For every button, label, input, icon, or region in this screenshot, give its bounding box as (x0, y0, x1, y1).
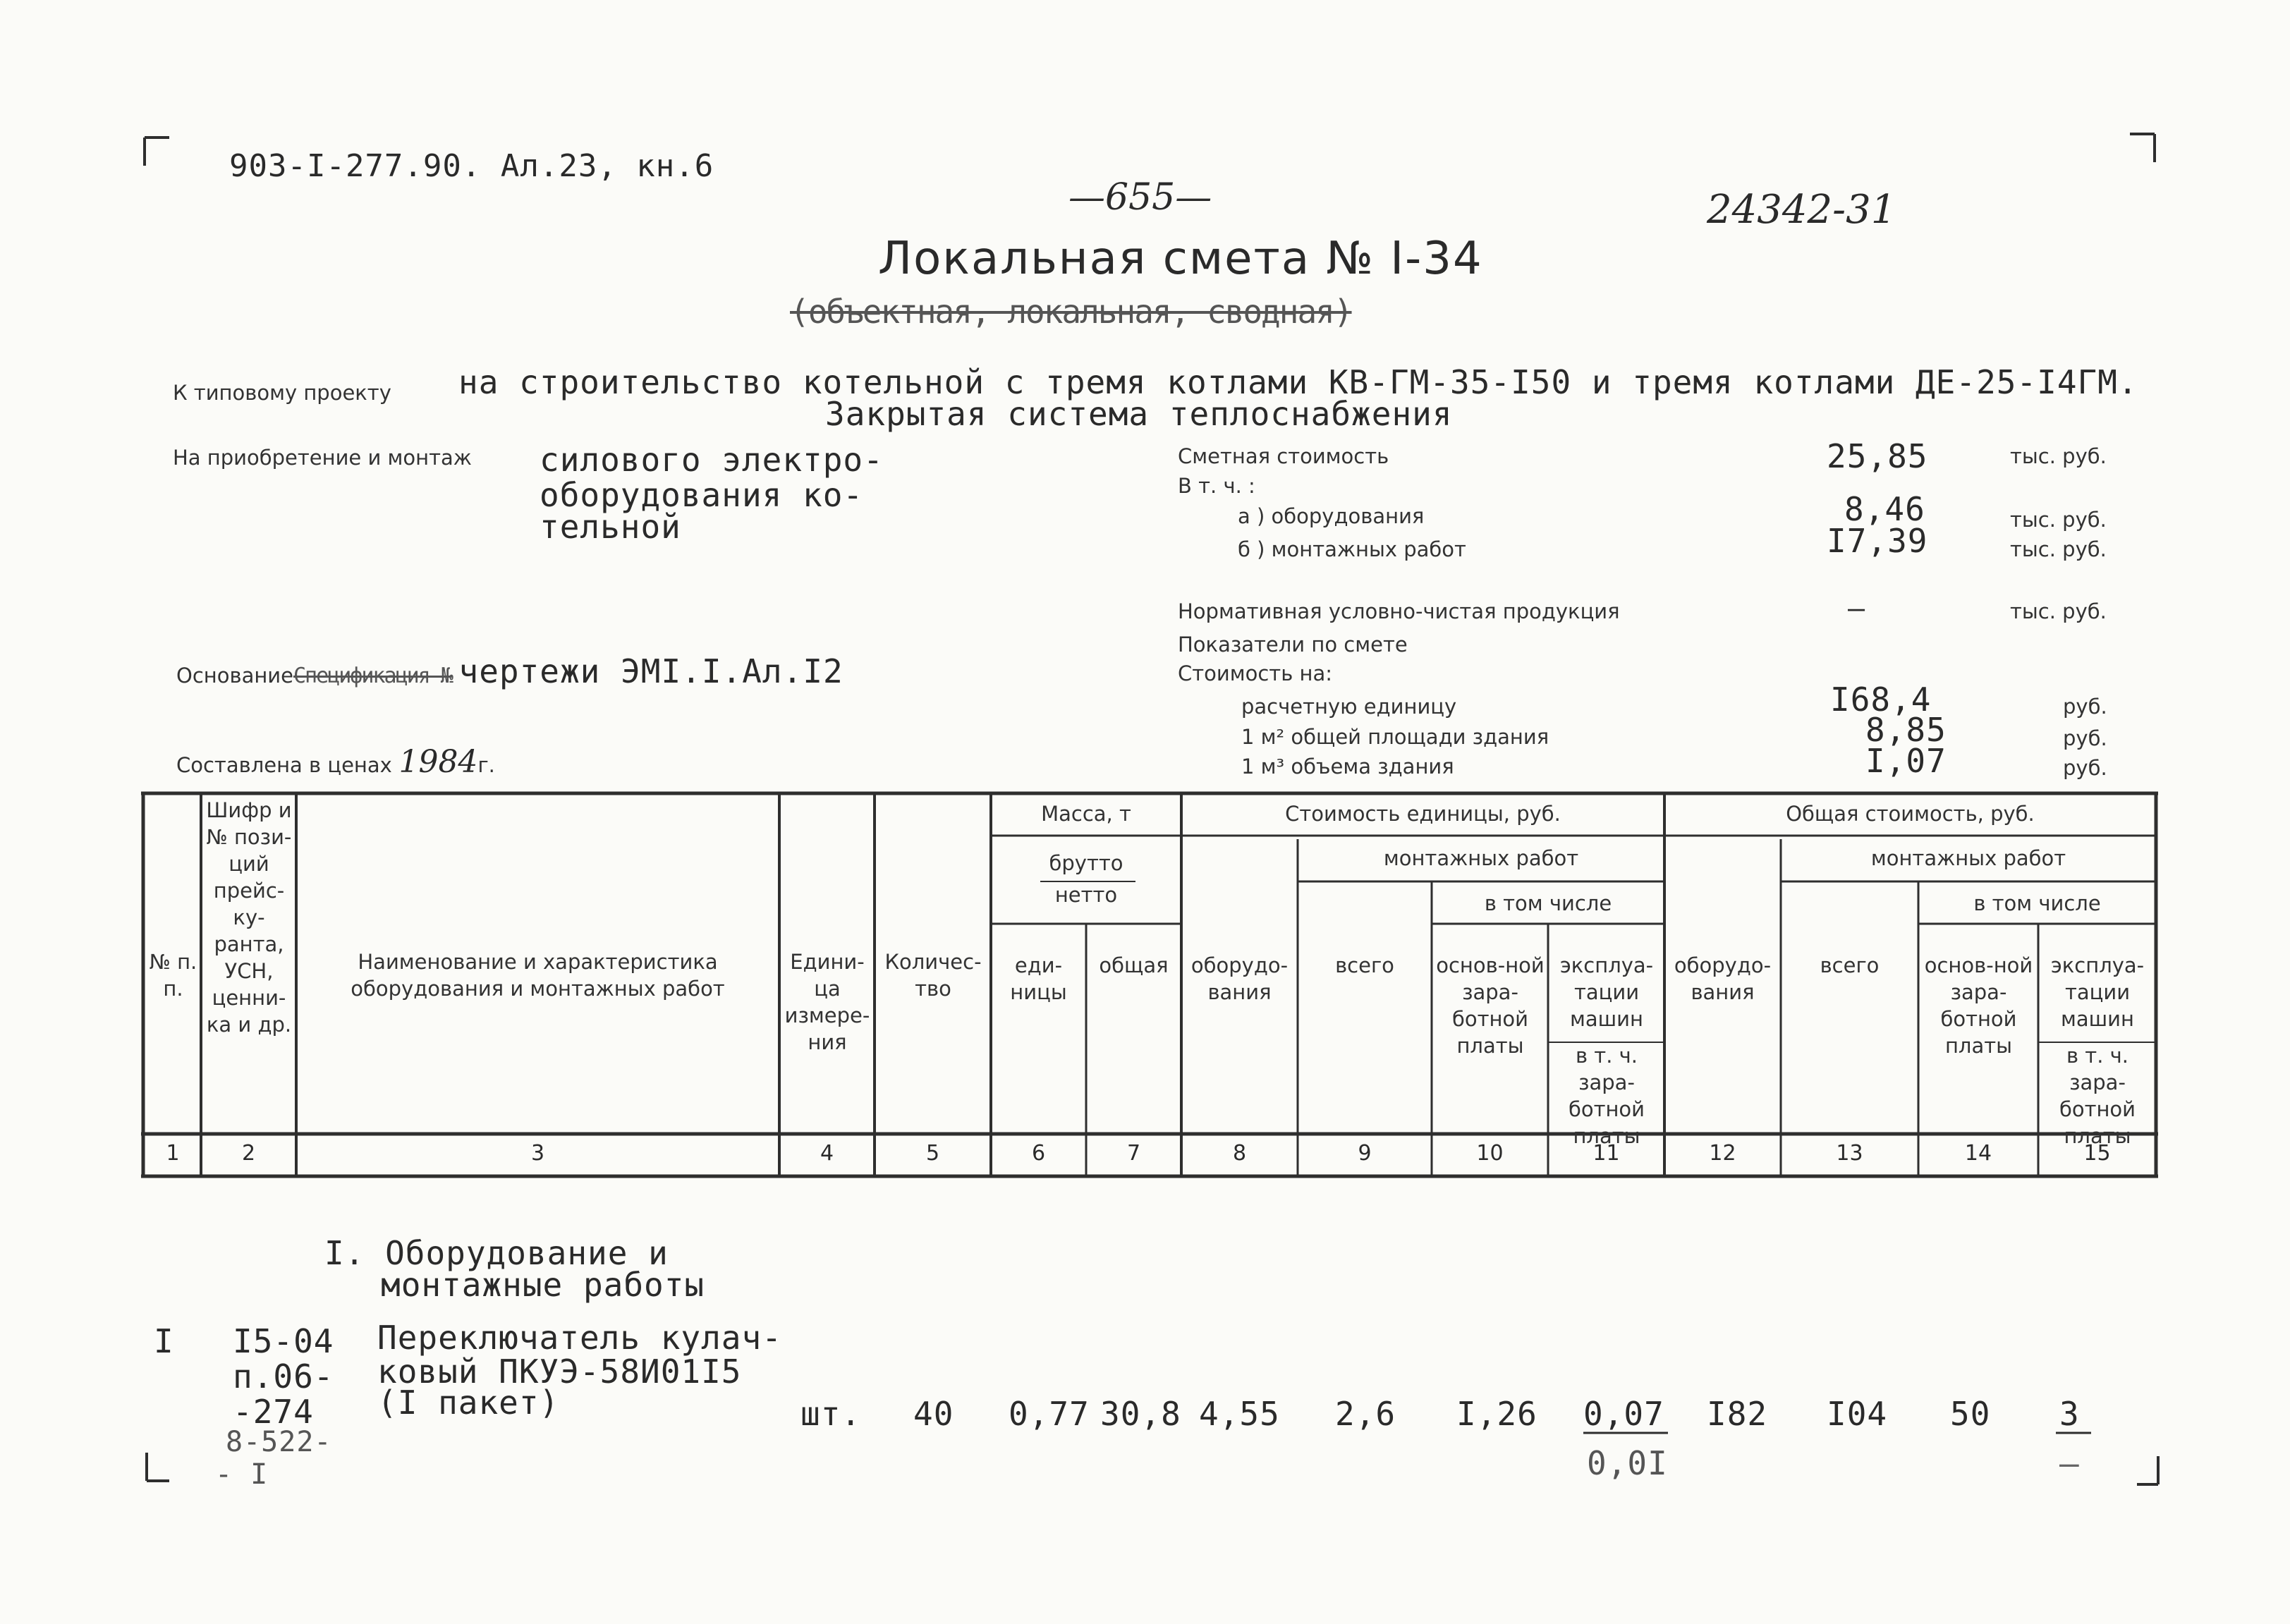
estimate-unit: тыс. руб. (2010, 444, 2107, 468)
col-number: 10 (1476, 1141, 1504, 1166)
per-area-unit: руб. (2063, 726, 2107, 750)
row-qty: 40 (913, 1395, 954, 1433)
normative-unit: тыс. руб. (2010, 599, 2107, 623)
total-cost-header: Общая стоимость, руб. (1786, 802, 2035, 826)
unit-machines-header: эксплуа-тации машин (1559, 953, 1654, 1031)
col-number: 11 (1592, 1141, 1620, 1166)
row-code-2: п.06- (233, 1357, 334, 1396)
incl-label: В т. ч. : (1178, 474, 1255, 498)
unit-equip-header: оборудо-вания (1190, 953, 1289, 1004)
row-base-wage: I,26 (1456, 1395, 1537, 1433)
mass-unit-header: еди-ницы (1010, 953, 1067, 1004)
section-title-line2: монтажные работы (381, 1266, 705, 1304)
total-install-header: монтажных работ (1870, 846, 2066, 870)
mass-header: Масса, т (1041, 802, 1131, 826)
col-num-header: № п. п. (149, 950, 197, 1001)
purpose-line2: оборудования ко- (540, 476, 864, 514)
row-machines-wage-total: – (2059, 1444, 2080, 1482)
col-number: 14 (1964, 1141, 1992, 1166)
row-code-3: -274 (233, 1393, 314, 1431)
col-number: 2 (241, 1141, 256, 1166)
total-base-wage-header: основ-ной зара-ботной платы (1924, 953, 2033, 1058)
col-number: 3 (530, 1141, 545, 1166)
equip-label: а ) оборудования (1238, 504, 1425, 528)
page-title: Локальная смета № I-34 (878, 233, 1483, 285)
unit-cost-header: Стоимость единицы, руб. (1285, 802, 1561, 826)
gross-header: брутто (1049, 851, 1123, 875)
row-name-3: (I пакет) (377, 1384, 560, 1422)
per-volume-label: 1 м³ объема здания (1241, 755, 1454, 779)
row-name-1: Переключатель кулач- (377, 1319, 782, 1357)
install-unit: тыс. руб. (2010, 537, 2107, 561)
basis: ОснованиеСпецификация № чертежи ЭМI.I.Ал.I2 (176, 652, 843, 690)
per-unit-unit: руб. (2063, 695, 2107, 719)
col-number: 5 (925, 1141, 940, 1166)
doc-reg-number: 24342-31 (1707, 187, 1896, 233)
row-machines-wage: 0,0I (1587, 1444, 1668, 1482)
col-number: 4 (820, 1141, 834, 1166)
total-including-header: в том числе (1973, 891, 2101, 915)
per-area-label: 1 м² общей площади здания (1241, 725, 1549, 749)
row-num: I (154, 1322, 174, 1360)
project-line2: Закрытая система теплоснабжения (825, 395, 1453, 433)
page-number: —655— (1068, 176, 1212, 219)
row-mass-unit: 0,77 (1009, 1395, 1090, 1433)
install-label: б ) монтажных работ (1238, 537, 1466, 561)
col-name-header: Наименование и характеристика оборудования и монтажных работ (351, 950, 725, 1001)
purpose-line1: силового электро- (540, 441, 884, 479)
per-unit-label: расчетную единицу (1241, 695, 1457, 719)
normative-value: – (1848, 592, 1866, 625)
project-label: К типовому проекту (173, 381, 391, 405)
per-volume-value: I,07 (1865, 742, 1947, 780)
per-area-value: 8,85 (1865, 711, 1947, 749)
row-mass-total: 30,8 (1100, 1395, 1181, 1433)
section-title-line1: I. Оборудование и (324, 1234, 669, 1272)
total-machines-wage-header: в т. ч. зара-ботной платы (2059, 1044, 2136, 1148)
col-number: 1 (166, 1141, 180, 1166)
row-install-all: 2,6 (1335, 1395, 1396, 1433)
col-number: 9 (1358, 1141, 1372, 1166)
net-header: нетто (1054, 883, 1118, 907)
total-equip-header: оборудо-вания (1674, 953, 1772, 1004)
mass-total-header: общая (1099, 953, 1169, 977)
row-machines-total: 3 (2059, 1395, 2080, 1433)
cost-per-label: Стоимость на: (1178, 661, 1333, 685)
col-number: 8 (1232, 1141, 1247, 1166)
unit-all-header: всего (1335, 953, 1394, 977)
row-unit: шт. (800, 1395, 862, 1433)
unit-install-header: монтажных работ (1383, 846, 1579, 870)
row-name-2: ковый ПКУЭ-58И01I5 (377, 1353, 742, 1391)
col-number: 7 (1126, 1141, 1141, 1166)
col-unit-header: Едини-ца измере-ния (784, 950, 870, 1054)
indicators-label: Показатели по смете (1178, 633, 1408, 657)
row-equip-total: I82 (1707, 1395, 1768, 1433)
total-machines-header: эксплуа-тации машин (2050, 953, 2145, 1031)
equip-unit: тыс. руб. (2010, 508, 2107, 532)
unit-machines-wage-header: в т. ч. зара-ботной платы (1568, 1044, 1645, 1148)
row-machines: 0,07 (1583, 1395, 1664, 1433)
col-number: 6 (1031, 1141, 1046, 1166)
unit-including-header: в том числе (1484, 891, 1612, 915)
estimate-label: Сметная стоимость (1178, 444, 1389, 468)
project-line1: на строительство котельной с тремя котлами КВ-ГМ-35-I50 и тремя котлами ДЕ-25-I4ГМ. (458, 363, 2138, 401)
col-number: 12 (1709, 1141, 1736, 1166)
estimate-value: 25,85 (1827, 437, 1928, 475)
install-value: I7,39 (1827, 522, 1928, 560)
row-base-wage-total: 50 (1950, 1395, 1991, 1433)
col-qty-header: Количес-тво (884, 950, 982, 1001)
col-number: 13 (1836, 1141, 1863, 1166)
row-install-total: I04 (1827, 1395, 1888, 1433)
row-code-5: - I (215, 1458, 269, 1491)
per-unit-value: I68,4 (1830, 680, 1932, 719)
row-code-4: 8-522- (226, 1426, 332, 1458)
col-number: 15 (2083, 1141, 2111, 1166)
purpose-label: На приобретение и монтаж (173, 446, 472, 470)
purpose-line3: тельной (540, 508, 681, 546)
normative-label: Нормативная условно-чистая продукция (1178, 599, 1620, 623)
col-code-header: Шифр и № пози-ций прейс-ку-ранта, УСН, ценни-ка и др. (206, 798, 292, 1037)
equip-value: 8,46 (1844, 490, 1925, 528)
row-code-1: I5-04 (233, 1322, 334, 1360)
composed: Составлена в ценах 1984г. (176, 744, 495, 780)
row-equip-unit-cost: 4,55 (1199, 1395, 1280, 1433)
total-all-header: всего (1820, 953, 1880, 977)
struck-subtitle: (объектная, локальная, сводная) (790, 293, 1352, 331)
per-volume-unit: руб. (2063, 756, 2107, 780)
unit-base-wage-header: основ-ной зара-ботной платы (1436, 953, 1545, 1058)
doc-code: 903-I-277.90. Ал.23, кн.6 (229, 148, 714, 184)
